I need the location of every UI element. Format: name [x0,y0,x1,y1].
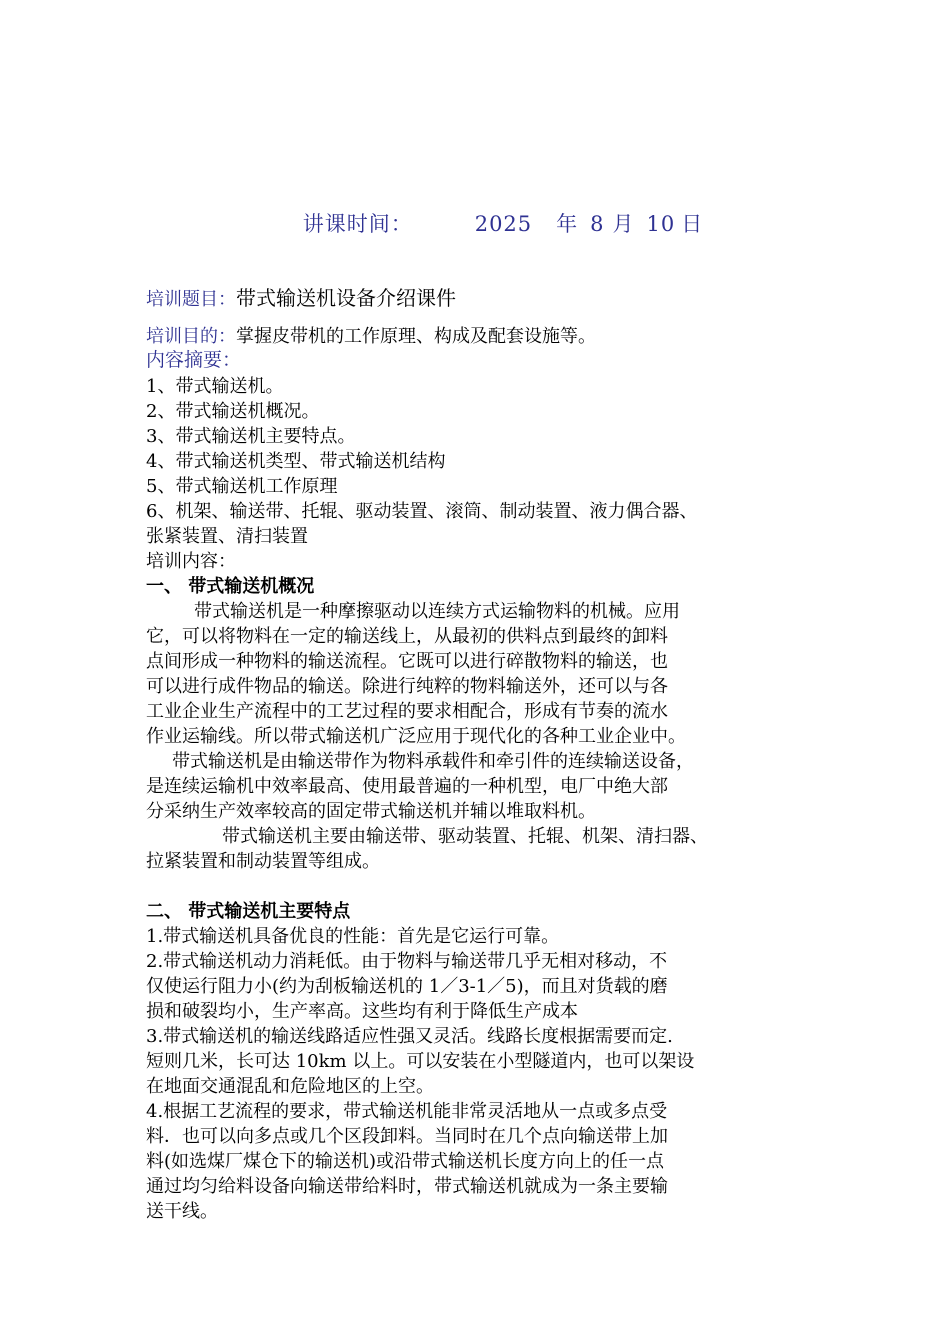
training-purpose [146,324,596,349]
lecture-month-unit: 月 [612,212,635,236]
summary-item: 5、带式输送机工作原理 [146,476,338,497]
section2-line: 料．也可以向多点或几个区段卸料。当同时在几个点向输送带上加 [146,1126,668,1147]
section1-line: 分采纳生产效率较高的固定带式输送机并辅以堆取料机。 [146,801,596,822]
section1-line: 是连续运输机中效率最高、使用最普遍的一种机型，电厂中绝大部 [146,776,668,797]
lecture-time-label: 讲课时间： [302,212,413,236]
lecture-year-unit: 年 [556,212,579,236]
section1-line: 拉紧装置和制动装置等组成。 [146,851,380,872]
lecture-year: 2025 [474,212,533,236]
training-topic-label: 培训题目： [146,289,236,310]
summary-heading: 内容摘要： [146,349,242,371]
lecture-day-unit: 日 [681,212,704,236]
section2-line: 料(如选煤厂煤仓下的输送机)或沿带式输送机长度方向上的任一点 [146,1151,665,1172]
section2-line: 1.带式输送机具备优良的性能：首先是它运行可靠。 [146,926,560,947]
summary-item: 张紧装置、清扫装置 [146,526,308,547]
training-purpose-label: 培训目的： [146,326,236,347]
section2-title: 二、 带式输送机主要特点 [146,901,351,922]
section1-line: 可以进行成件物品的输送。除进行纯粹的物料输送外，还可以与各 [146,676,668,697]
summary-item: 1、带式输送机。 [146,376,284,397]
training-topic-value: 带式输送机设备介绍课件 [236,286,456,310]
section1-line: 它，可以将物料在一定的输送线上，从最初的供料点到最终的卸料 [146,626,668,647]
section1-line: 点间形成一种物料的输送流程。它既可以进行碎散物料的输送，也 [146,651,668,672]
section2-line: 损和破裂均小，生产率高。这些均有利于降低生产成本 [146,1001,578,1022]
section1-line: 带式输送机是一种摩擦驱动以连续方式运输物料的机械。应用 [194,601,680,622]
section1-line: 工业企业生产流程中的工艺过程的要求相配合，形成有节奏的流水 [146,701,668,722]
training-purpose-value: 掌握皮带机的工作原理、构成及配套设施等。 [236,326,596,347]
section2-line: 通过均匀给料设备向输送带给料时，带式输送机就成为一条主要输 [146,1176,668,1197]
section2-line: 在地面交通混乱和危险地区的上空。 [146,1076,434,1097]
section1-line: 作业运输线。所以带式输送机广泛应用于现代化的各种工业企业中。 [146,726,686,747]
section2-line: 短则几米，长可达 10km 以上。可以安装在小型隧道内，也可以架设 [146,1051,695,1072]
summary-item: 6、机架、输送带、托辊、驱动装置、滚筒、制动装置、液力偶合器、 [146,501,698,522]
lecture-month: 8 [590,212,605,236]
lecture-day: 10 [646,212,676,236]
lecture-time-header [272,184,703,262]
summary-item: 3、带式输送机主要特点。 [146,426,356,447]
section2-line: 2.带式输送机动力消耗低。由于物料与输送带几乎无相对移动，不 [146,951,668,972]
content-heading: 培训内容： [146,551,236,572]
training-topic [146,286,456,312]
section2-line: 仅使运行阻力小(约为刮板输送机的 1／3-1／5)，而且对货载的磨 [146,976,668,997]
section2-line: 3.带式输送机的输送线路适应性强又灵活。线路长度根据需要而定. [146,1026,673,1047]
summary-item: 4、带式输送机类型、带式输送机结构 [146,451,446,472]
section2-line: 送干线。 [146,1201,218,1222]
summary-item: 2、带式输送机概况。 [146,401,320,422]
section1-line: 带式输送机是由输送带作为物料承载件和牵引件的连续输送设备， [172,751,694,772]
section1-title: 一、 带式输送机概况 [146,576,315,597]
section1-line: 带式输送机主要由输送带、驱动装置、托辊、机架、清扫器、 [222,826,708,847]
section2-line: 4.根据工艺流程的要求，带式输送机能非常灵活地从一点或多点受 [146,1101,668,1122]
